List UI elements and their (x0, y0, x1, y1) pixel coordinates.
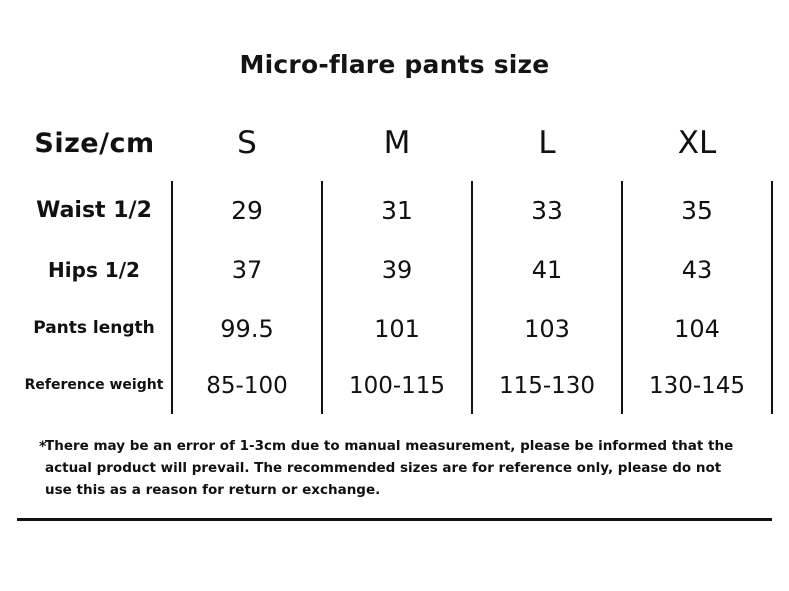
page-title: Micro-flare pants size (239, 50, 550, 79)
cell-hips-m: 39 (322, 240, 472, 299)
cell-waist-l: 33 (472, 181, 622, 240)
asterisk-marker: * (39, 439, 47, 455)
size-table (17, 105, 773, 414)
column-header-l: L (538, 125, 556, 161)
cell-pants-length-l: 103 (472, 299, 622, 358)
measurement-note-text: There may be an error of 1-3cm due to manual measurement, please be informed that the actual product will prevail. The recommended sizes are for reference only, please do not use this as a reason for return or exchange. (45, 438, 734, 498)
column-header-size-unit: Size/cm (34, 127, 155, 159)
cell-reference-weight-m: 100-115 (322, 358, 472, 414)
row-label-waist: Waist 1/2 (36, 198, 152, 223)
table-header-row (17, 105, 772, 181)
cell-hips-l: 41 (472, 240, 622, 299)
cell-waist-xl: 35 (622, 181, 772, 240)
cell-hips-xl: 43 (622, 240, 772, 299)
cell-waist-s: 29 (172, 181, 322, 240)
cell-pants-length-m: 101 (322, 299, 472, 358)
row-label-pants-length: Pants length (33, 317, 155, 338)
row-label-hips: Hips 1/2 (48, 257, 140, 282)
footer-rule (17, 518, 772, 521)
table-row (17, 240, 772, 299)
row-label-reference-weight: Reference weight (24, 377, 164, 394)
cell-hips-s: 37 (172, 240, 322, 299)
column-header-s: S (237, 125, 257, 161)
table-row (17, 181, 772, 240)
cell-reference-weight-l: 115-130 (472, 358, 622, 414)
cell-waist-m: 31 (322, 181, 472, 240)
cell-reference-weight-xl: 130-145 (622, 358, 772, 414)
cell-reference-weight-s: 85-100 (172, 358, 322, 414)
cell-pants-length-xl: 104 (622, 299, 772, 358)
table-row (17, 299, 772, 358)
cell-pants-length-s: 99.5 (172, 299, 322, 358)
measurement-note (17, 436, 772, 502)
column-header-m: M (383, 125, 411, 161)
table-row (17, 358, 772, 414)
column-header-xl: XL (677, 125, 717, 161)
size-table-container (17, 105, 772, 414)
